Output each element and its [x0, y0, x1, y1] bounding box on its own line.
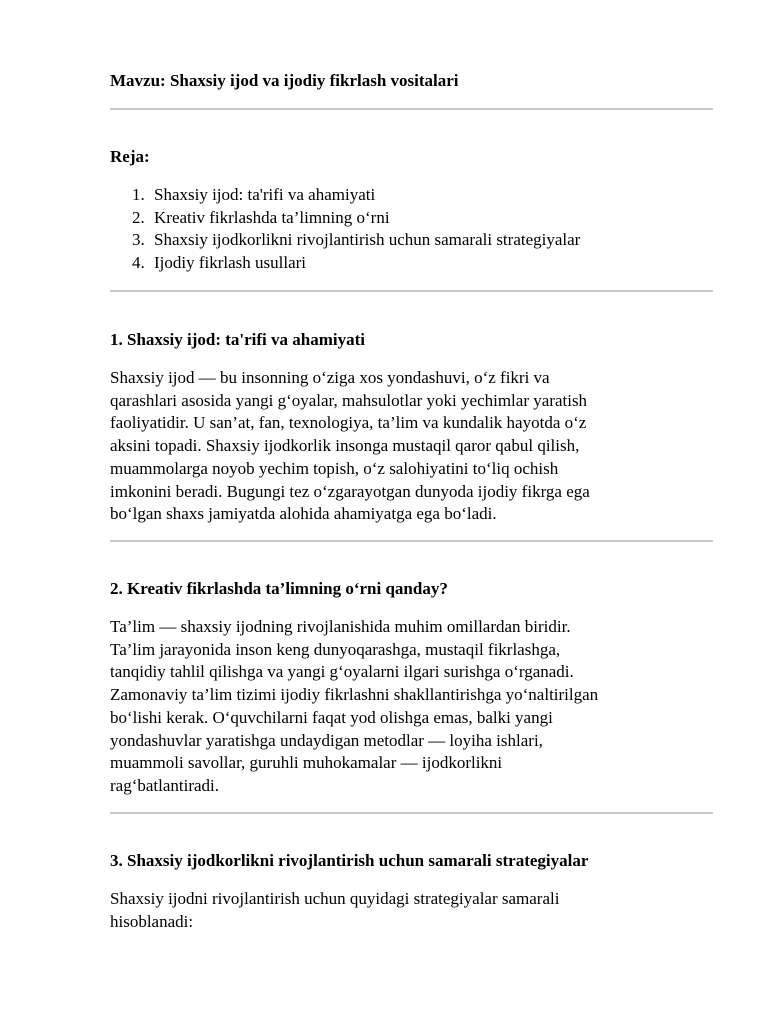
divider — [110, 812, 713, 814]
paragraph-line: Ta’lim jarayonida inson keng dunyoqarashga, mustaqil fikrlashga, — [110, 639, 561, 659]
paragraph-line: hisoblanadi: — [110, 911, 194, 931]
plan-label: Reja: — [110, 147, 150, 166]
section-heading: 3. Shaxsiy ijodkorlikni rivojlantirish uchun samarali strategiyalar — [110, 851, 589, 870]
section-paragraph — [110, 888, 713, 933]
plan-item-text: Shaxsiy ijod: ta'rifi va ahamiyati — [154, 185, 376, 204]
paragraph-line: Shaxsiy ijod — bu insonning o‘ziga xos yondashuvi, o‘z fikri va — [110, 368, 550, 387]
plan-item-text: Shaxsiy ijodkorlikni rivojlantirish uchun samarali strategiyalar — [154, 230, 581, 249]
paragraph-line: faoliyatidir. U san’at, fan, texnologiya, ta’lim va kundalik hayotda o‘z — [110, 413, 587, 433]
divider — [110, 290, 713, 292]
plan-item-number: 3. — [132, 230, 145, 249]
paragraph-line: bo‘lishi kerak. O‘quvchilarni faqat yod olishga emas, balki yangi — [110, 707, 553, 727]
section-paragraph — [110, 367, 713, 526]
paragraph-line: Zamonaviy ta’lim tizimi ijodiy fikrlashni shakllantirishga yo‘naltirilgan — [110, 685, 599, 705]
paragraph-line: qarashlari asosida yangi g‘oyalar, mahsulotlar yoki yechimlar yaratish — [110, 390, 588, 410]
paragraph-line: imkonini beradi. Bugungi tez o‘zgarayotgan dunyoda ijodiy fikrga ega — [110, 481, 590, 501]
paragraph-line: rag‘batlantiradi. — [110, 775, 220, 795]
section-heading: 1. Shaxsiy ijod: ta'rifi va ahamiyati — [110, 330, 366, 349]
plan-item-number: 2. — [132, 207, 145, 227]
paragraph-line: muammoli savollar, guruhli muhokamalar — ijodkorlikni — [110, 753, 503, 773]
plan-item — [110, 252, 580, 275]
plan-item — [110, 229, 580, 252]
paragraph-line: Ta’lim — shaxsiy ijodning rivojlanishida muhim omillardan biridir. — [110, 617, 571, 636]
paragraph-line: yondashuvlar yaratishga undaydigan metodlar — loyiha ishlari, — [110, 730, 543, 750]
section-paragraph — [110, 616, 713, 798]
document-title: Mavzu: Shaxsiy ijod va ijodiy fikrlash vositalari — [110, 71, 459, 90]
plan-item — [110, 207, 580, 230]
paragraph-line: Shaxsiy ijodni rivojlantirish uchun quyidagi strategiyalar samarali — [110, 889, 560, 908]
paragraph-line: muammolarga noyob yechim topish, o‘z salohiyatini to‘liq ochish — [110, 458, 559, 478]
paragraph-line: tanqidiy tahlil qilishga va yangi g‘oyalarni ilgari surishga o‘rganadi. — [110, 662, 574, 682]
divider — [110, 540, 713, 542]
paragraph-line: aksini topadi. Shaxsiy ijodkorlik insonga mustaqil qaror qabul qilish, — [110, 436, 580, 456]
plan-item-number: 1. — [132, 185, 145, 204]
plan-item — [110, 184, 580, 207]
plan-item-number: 4. — [132, 252, 145, 272]
paragraph-line: bo‘lgan shaxs jamiyatda alohida ahamiyatga ega bo‘ladi. — [110, 504, 497, 524]
plan-item-text: Kreativ fikrlashda ta’limning o‘rni — [154, 207, 390, 227]
plan-list — [110, 184, 580, 274]
plan-item-text: Ijodiy fikrlash usullari — [154, 252, 307, 272]
section-heading: 2. Kreativ fikrlashda ta’limning o‘rni qanday? — [110, 579, 448, 598]
divider — [110, 108, 713, 110]
